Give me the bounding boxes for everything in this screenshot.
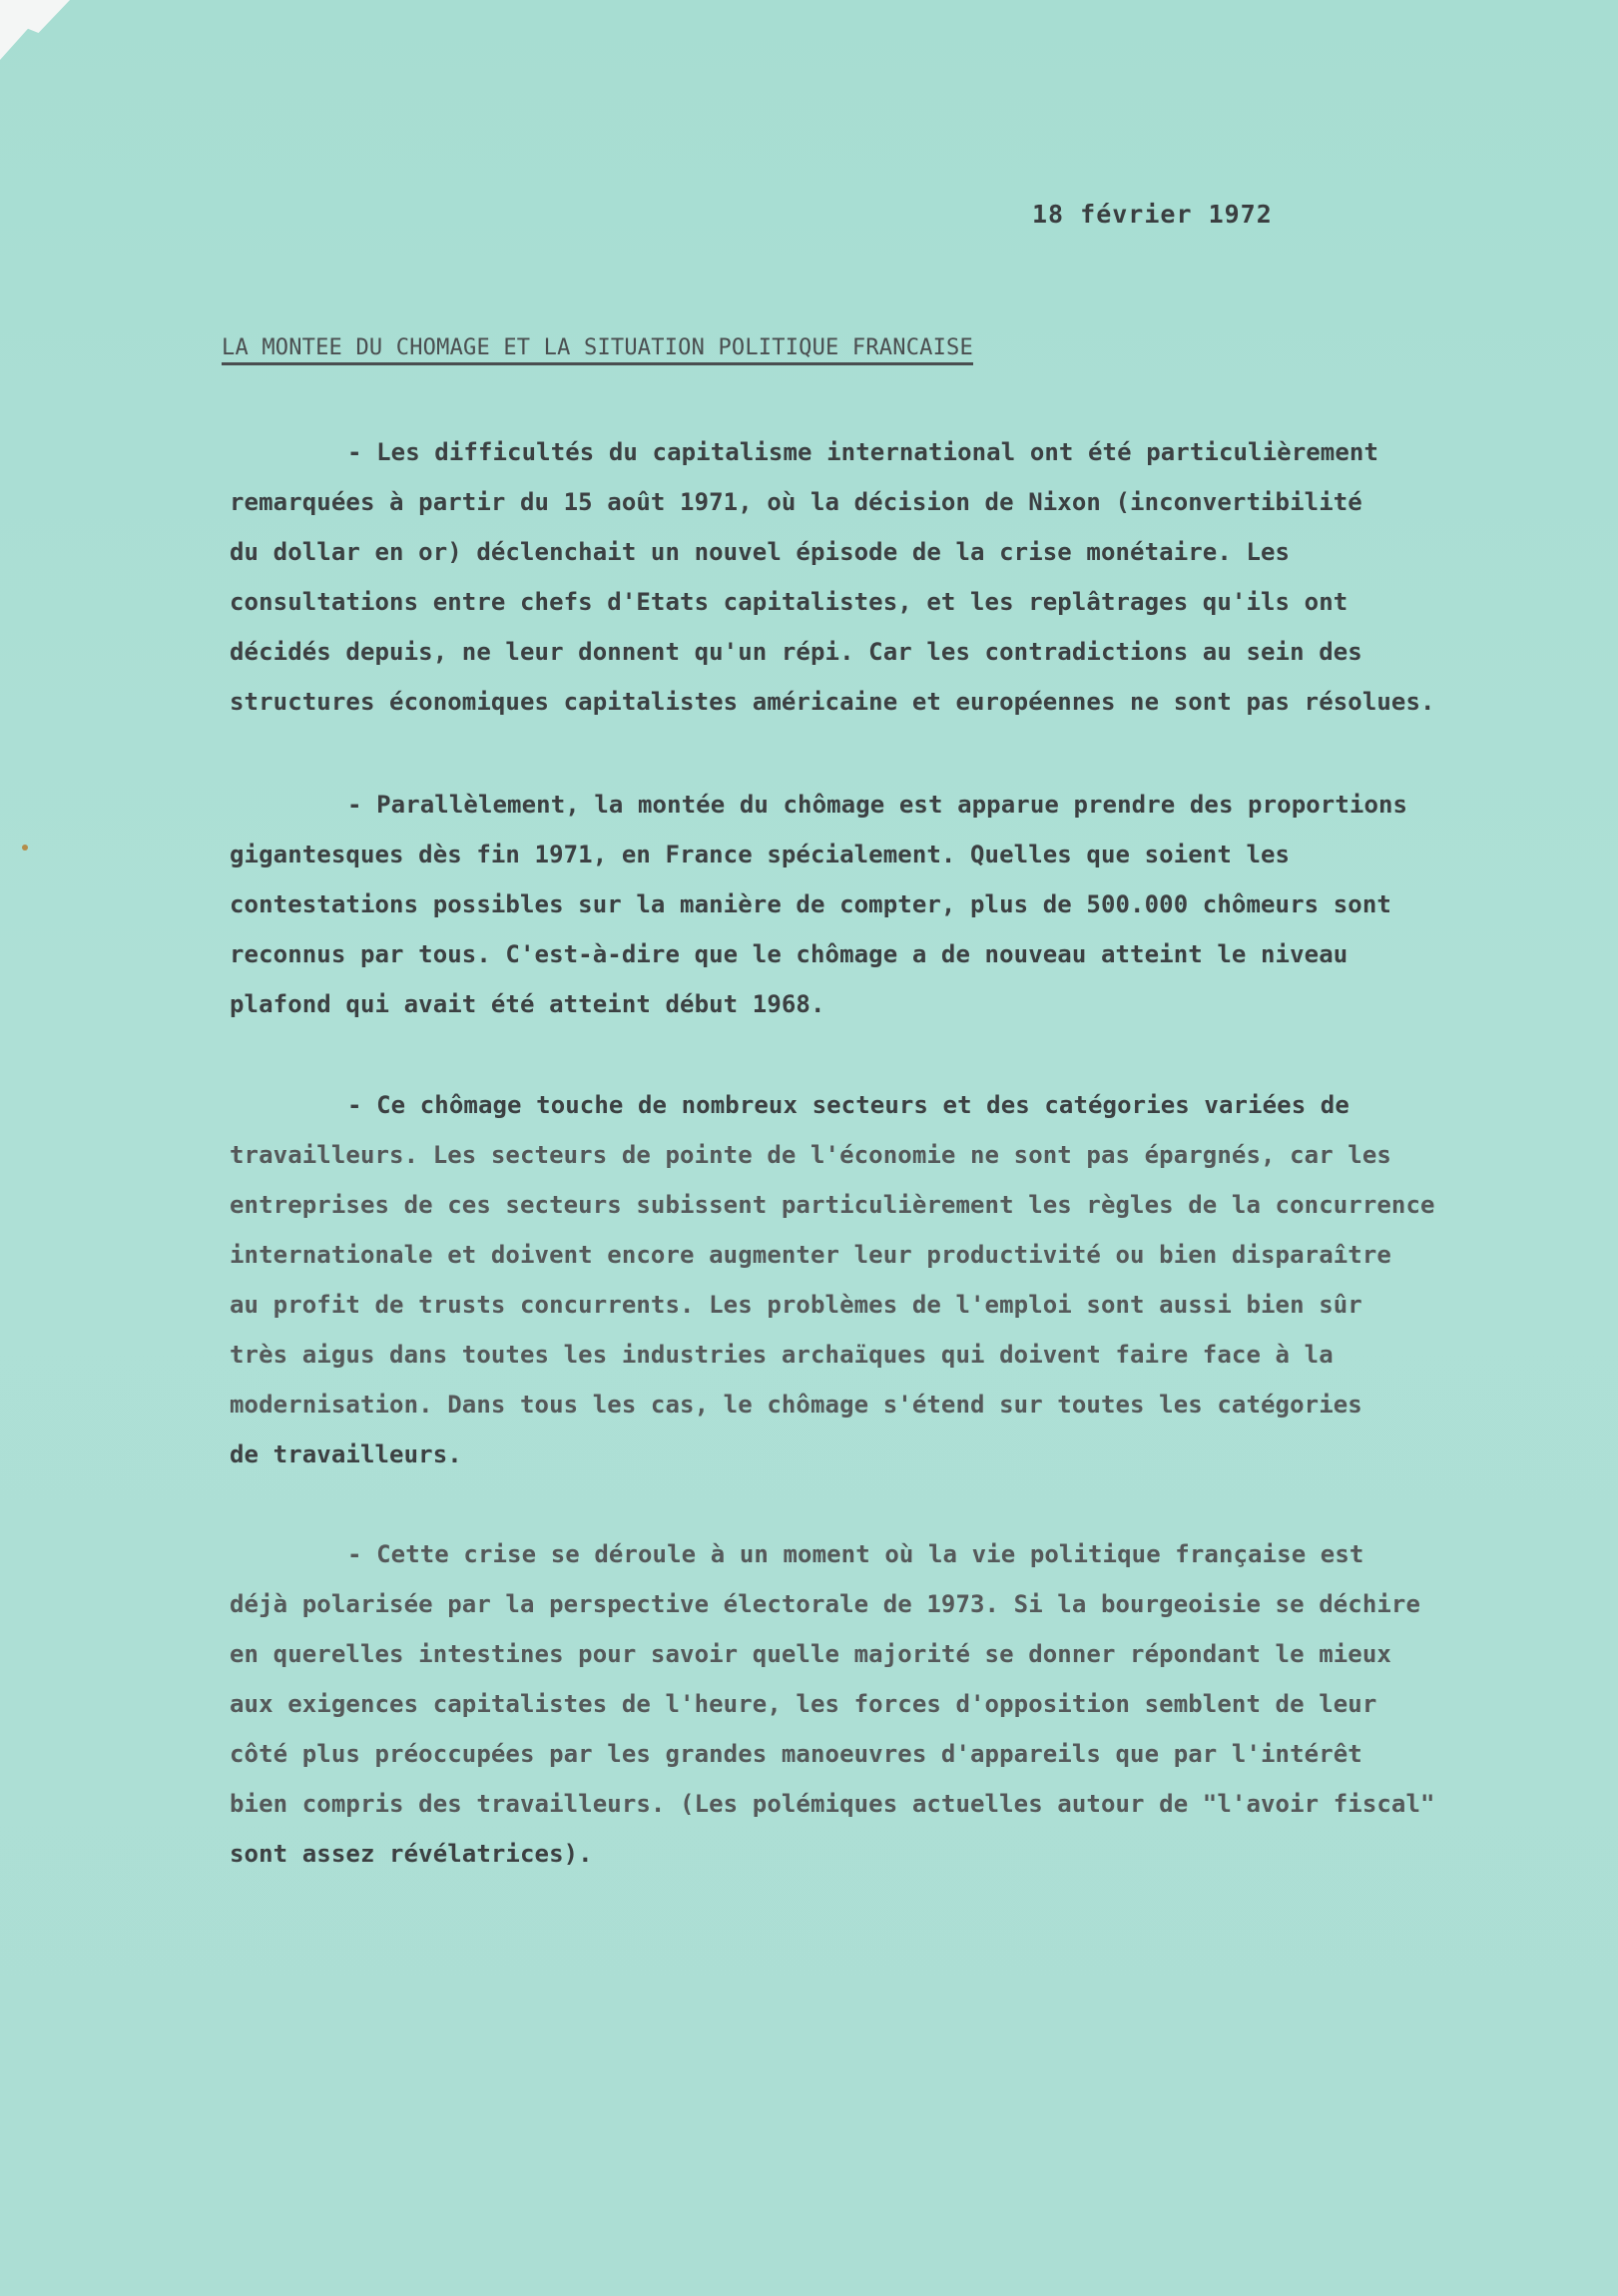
text-line: en querelles intestines pour savoir quelle majorité se donner répondant le mieux [230,1640,1391,1668]
text-line: internationale et doivent encore augmenter leur productivité ou bien disparaître [230,1241,1391,1269]
document-title: LA MONTEE DU CHOMAGE ET LA SITUATION POLITIQUE FRANCAISE [222,335,973,365]
text-line: décidés depuis, ne leur donnent qu'un répi. Car les contradictions au sein des [230,638,1362,666]
paragraph-4 [230,1529,1527,1879]
text-line: consultations entre chefs d'Etats capitalistes, et les replâtrages qu'ils ont [230,588,1348,616]
text-line: modernisation. Dans tous les cas, le chômage s'étend sur toutes les catégories [230,1391,1362,1419]
text-line: remarquées à partir du 15 août 1971, où la décision de Nixon (inconvertibilité [230,488,1362,516]
paragraph-2 [230,780,1527,1029]
text-line: plafond qui avait été atteint début 1968. [230,990,825,1018]
text-line: sont assez révélatrices). [230,1840,593,1868]
stain-mark [22,845,28,851]
text-line: gigantesques dès fin 1971, en France spécialement. Quelles que soient les [230,841,1291,868]
text-line: - Les difficultés du capitalisme international ont été particulièrement [347,438,1378,466]
text-line: structures économiques capitalistes américaine et européennes ne sont pas résolues. [230,688,1435,716]
text-line: au profit de trusts concurrents. Les problèmes de l'emploi sont aussi bien sûr [230,1291,1362,1319]
text-line: contestations possibles sur la manière de compter, plus de 500.000 chômeurs sont [230,890,1391,918]
text-line: déjà polarisée par la perspective électorale de 1973. Si la bourgeoisie se déchire [230,1590,1421,1618]
text-line: travailleurs. Les secteurs de pointe de l'économie ne sont pas épargnés, car les [230,1141,1391,1169]
text-line: côté plus préoccupées par les grandes manoeuvres d'appareils que par l'intérêt [230,1740,1362,1768]
text-line: de travailleurs. [230,1440,462,1468]
text-line: entreprises de ces secteurs subissent particulièrement les règles de la concurrence [230,1191,1435,1219]
document-date: 18 février 1972 [1032,200,1273,229]
text-line: bien compris des travailleurs. (Les polémiques actuelles autour de "l'avoir fiscal" [230,1790,1435,1818]
torn-corner [0,0,70,60]
text-line: - Ce chômage touche de nombreux secteurs et des catégories variées de [347,1091,1349,1119]
text-line: reconnus par tous. C'est-à-dire que le chômage a de nouveau atteint le niveau [230,940,1348,968]
text-line: - Cette crise se déroule à un moment où la vie politique française est [347,1540,1364,1568]
paragraph-3 [230,1080,1527,1479]
text-line: très aigus dans toutes les industries archaïques qui doivent faire face à la [230,1341,1334,1369]
text-line: - Parallèlement, la montée du chômage est apparue prendre des proportions [347,791,1408,819]
text-line: aux exigences capitalistes de l'heure, les forces d'opposition semblent de leur [230,1690,1377,1718]
paragraph-1 [230,427,1527,727]
text-line: du dollar en or) déclenchait un nouvel épisode de la crise monétaire. Les [230,538,1291,566]
